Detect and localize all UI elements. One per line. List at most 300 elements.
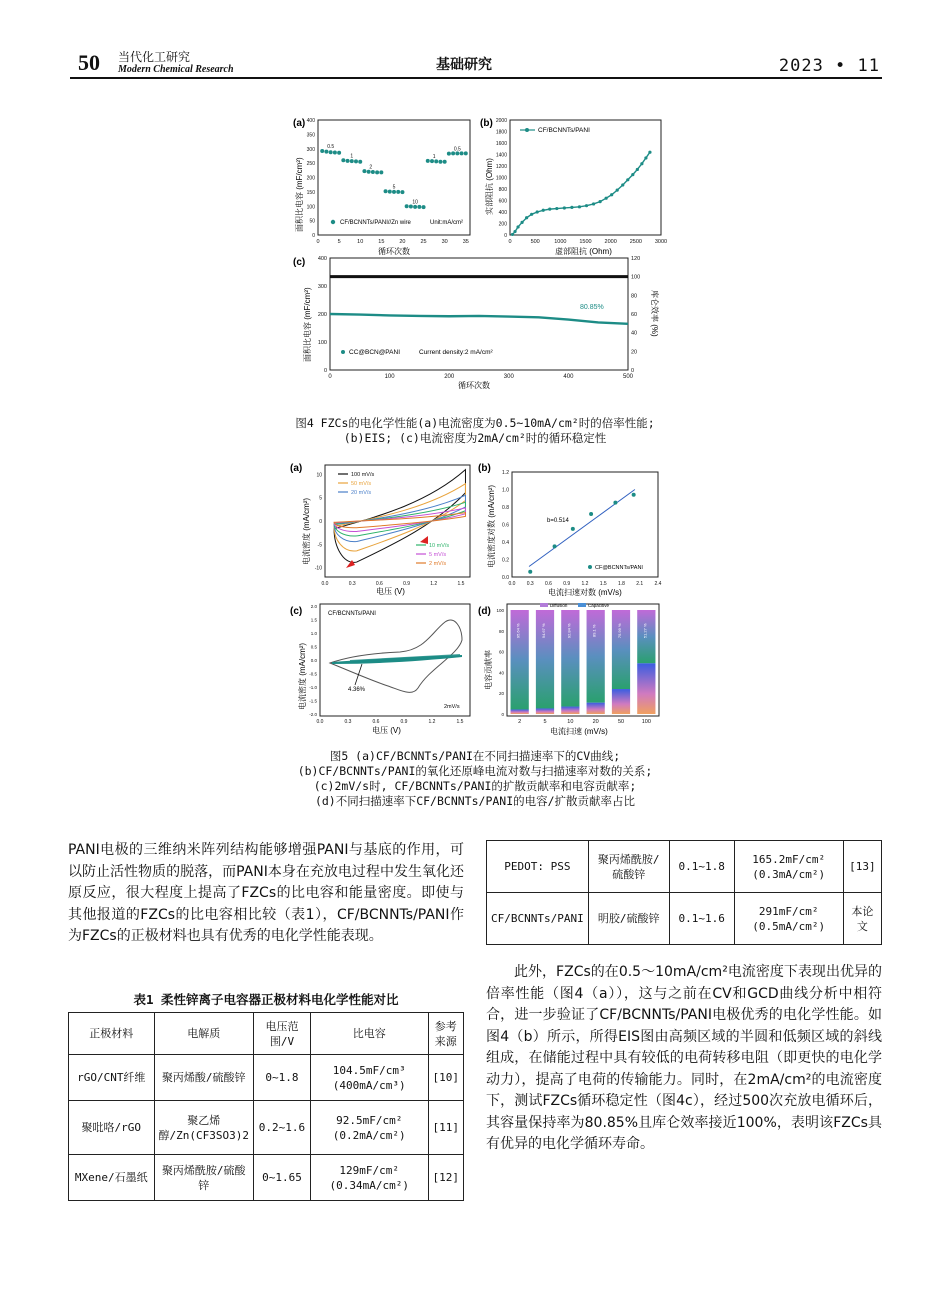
x-tick-label: 2500 xyxy=(629,239,642,245)
x-tick-label: 20 xyxy=(399,239,406,245)
table-row xyxy=(69,1055,464,1101)
rate-label: 1 xyxy=(432,153,436,160)
x-tick-label: 0.9 xyxy=(563,581,571,587)
data-point xyxy=(337,151,341,155)
y-tick-label: 0.6 xyxy=(502,522,509,529)
fig4-panel-c xyxy=(293,256,660,390)
table-cell: 明胶/硫酸锌 xyxy=(588,893,669,945)
panel-label: (b) xyxy=(480,118,493,129)
table-cell: 92.5mF/cm² (0.2mA/cm²) xyxy=(310,1101,428,1155)
x-tick-label: 2000 xyxy=(604,239,617,245)
legend-capacitive: Capacitive xyxy=(588,603,610,608)
y-tick-label: 0.0 xyxy=(502,575,509,581)
rate-label: 1 xyxy=(350,153,354,160)
x-tick-label: 3000 xyxy=(654,239,668,245)
data-point xyxy=(350,159,354,163)
data-point xyxy=(413,205,417,209)
y-tick-label: -1.0 xyxy=(309,685,317,690)
fit-line xyxy=(529,490,635,567)
capacitance-line xyxy=(330,314,628,324)
x-tick-label: 300 xyxy=(503,374,514,380)
section-title: 基础研究 xyxy=(436,57,492,73)
y-tick-label: 300 xyxy=(317,284,327,290)
table-1-continued xyxy=(486,840,882,945)
table-header: 比电容 xyxy=(310,1013,428,1055)
rate-label: 0.5 xyxy=(453,146,461,153)
panel-label: (b) xyxy=(478,463,491,474)
table-cell: PEDOT: PSS xyxy=(487,841,589,893)
y-tick-label: 2000 xyxy=(495,118,507,124)
y-tick-label: 150 xyxy=(306,189,315,196)
legend-marker xyxy=(331,220,335,224)
fig5-panel-a xyxy=(290,463,470,596)
bar-diffusion xyxy=(612,610,630,689)
data-point xyxy=(443,160,447,164)
y-tick-label: 20 xyxy=(498,691,504,697)
figure-4-caption xyxy=(0,416,950,446)
data-point xyxy=(536,210,539,213)
y-axis-label: 面积比电容 (mF/cm²) xyxy=(295,157,304,232)
x-tick-label: 0.6 xyxy=(375,581,383,587)
percent-label: 4.36% xyxy=(348,687,366,693)
table-cell: 291mF/cm² (0.5mA/cm²) xyxy=(734,893,843,945)
y-tick-label: 0 xyxy=(501,712,504,717)
data-point xyxy=(358,160,362,164)
data-point xyxy=(447,152,451,156)
eis-curve xyxy=(513,152,650,234)
bar-diffusion xyxy=(587,610,605,703)
table-row xyxy=(69,1101,464,1155)
y-axis-label: 电流密度 (mA/cm²) xyxy=(302,497,311,565)
table-row xyxy=(487,893,882,945)
legend-label: 10 mV/s xyxy=(429,543,450,549)
y-tick-label: 0 xyxy=(319,519,322,525)
bar-capacitive xyxy=(511,709,529,714)
table-cell: rGO/CNT纤维 xyxy=(69,1055,155,1101)
caption-line: 图4 FZCs的电化学性能(a)电流密度为0.5~10mA/cm²时的倍率性能; xyxy=(295,416,655,430)
bar-capacitive xyxy=(637,663,655,714)
table-cell: 聚乙烯醇/Zn(CF3SO3)2 xyxy=(154,1101,253,1155)
x-axis-label: 循环次数 xyxy=(378,247,410,256)
x-tick-label: 0 xyxy=(316,239,320,245)
y-axis-label: 实部阻抗 (Ohm) xyxy=(485,158,494,215)
x-tick-label: 1.5 xyxy=(457,581,465,587)
panel-label: (c) xyxy=(293,257,306,268)
y-tick-label: 1.2 xyxy=(502,470,509,476)
table-1 xyxy=(68,1012,464,1201)
table-header: 参考来源 xyxy=(428,1013,464,1055)
table-1-title: 表1 柔性锌离子电容器正极材料电化学性能对比 xyxy=(133,992,399,1007)
data-point xyxy=(631,173,634,176)
data-point xyxy=(384,189,388,193)
table-cell: 本论文 xyxy=(843,893,881,945)
rate-label: 2 xyxy=(369,164,373,171)
caption-line: (c)2mV/s时, CF/BCNNTs/PANI的扩散贡献率和电容贡献率; xyxy=(313,779,637,793)
panel-title: CF/BCNNTs/PANI xyxy=(328,611,376,617)
x-tick-label: 400 xyxy=(563,374,574,380)
y-tick-label: 400 xyxy=(317,256,327,262)
y-tick-label: 40 xyxy=(631,330,638,337)
table-cell: 0.1~1.8 xyxy=(669,841,734,893)
table-header: 电解质 xyxy=(154,1013,253,1055)
x-tick-label: 2 xyxy=(518,719,522,725)
data-point xyxy=(640,162,643,165)
fig5-panel-b xyxy=(478,463,662,597)
fig5-panel-d xyxy=(478,603,659,736)
legend-diffusion: Diffusion xyxy=(550,603,568,608)
data-point xyxy=(392,190,396,194)
y-tick-label: 400 xyxy=(498,210,507,216)
x-tick-label: 0.3 xyxy=(526,581,534,587)
legend-text: CC@BCN@PANI xyxy=(349,349,400,356)
y-tick-label: 100 xyxy=(317,340,327,346)
table-cell: 0.1~1.6 xyxy=(669,893,734,945)
data-point xyxy=(516,225,519,228)
caption-line: 图5 (a)CF/BCNNTs/PANI在不同扫描速率下的CV曲线; xyxy=(329,749,621,763)
y-axis-label: 电流密度对数 (mA/cm²) xyxy=(487,484,496,568)
data-point xyxy=(621,183,624,186)
y-tick-label: 1400 xyxy=(495,152,507,159)
y-tick-label: 250 xyxy=(306,161,315,168)
rate-label: 5 xyxy=(392,184,396,191)
x-tick-label: 0 xyxy=(328,374,332,380)
data-point xyxy=(528,570,532,574)
arrow-icon xyxy=(346,560,355,568)
table-cell: 0~1.8 xyxy=(254,1055,311,1101)
x-tick-label: 0 xyxy=(508,239,512,245)
y-tick-label: 200 xyxy=(498,221,507,228)
data-point xyxy=(513,230,516,233)
table-cell: 129mF/cm² (0.34mA/cm²) xyxy=(310,1155,428,1201)
y-tick-label: 5 xyxy=(319,495,322,502)
y-tick-label: -5 xyxy=(317,542,322,549)
data-point xyxy=(400,190,404,194)
data-point xyxy=(396,190,400,194)
legend-capacitive-swatch xyxy=(578,603,586,607)
x-tick-label: 1.5 xyxy=(456,719,464,725)
x-tick-label: 1000 xyxy=(554,239,567,245)
y-tick-label: 800 xyxy=(498,187,507,193)
data-point xyxy=(371,170,375,174)
data-point xyxy=(346,159,350,163)
table-row xyxy=(69,1155,464,1201)
data-point xyxy=(354,159,358,163)
data-point xyxy=(553,544,557,548)
x-tick-label: 0.0 xyxy=(508,581,516,587)
bar-value-label: 51.27 % xyxy=(642,623,648,639)
table-cell: 0.2~1.6 xyxy=(254,1101,311,1155)
table-header-row xyxy=(69,1013,464,1055)
y-tick-label: 300 xyxy=(306,146,315,153)
table-header: 正极材料 xyxy=(69,1013,155,1055)
data-point xyxy=(329,150,333,154)
y-tick-label: 0 xyxy=(323,368,327,374)
legend-marker xyxy=(525,128,529,132)
table-cell: [12] xyxy=(428,1155,464,1201)
plot-frame xyxy=(512,472,658,577)
data-point xyxy=(648,151,651,154)
data-point xyxy=(589,512,593,516)
x-tick-label: 200 xyxy=(444,374,455,380)
legend-label: 50 mV/s xyxy=(351,481,372,487)
x-tick-label: 35 xyxy=(462,239,469,245)
arrow-icon xyxy=(420,536,428,544)
data-point xyxy=(636,168,639,171)
data-point xyxy=(530,213,533,216)
x-tick-label: 30 xyxy=(441,239,448,245)
data-point xyxy=(613,501,617,505)
x-tick-label: 100 xyxy=(384,374,395,380)
legend-label: 2 mV/s xyxy=(429,561,447,567)
data-point xyxy=(563,206,566,209)
legend-label: 100 mV/s xyxy=(351,472,375,478)
table-cell: [13] xyxy=(843,841,881,893)
x-tick-label: 5 xyxy=(337,239,341,245)
y-tick-label: 200 xyxy=(317,312,327,318)
bar-value-label: 89.1 % xyxy=(591,624,597,638)
left-paragraph: PANI电极的三维纳米阵列结构能够增强PANI与基底的作用，可以防止活性物质的脱落，而PANI本身在充放电过程中发生氧化还原反应，很大程度上提高了FZCs的比电容和能量密度。即使与其他报道的FZCs的比电容相比较（表1），CF/BCNNTs/PANI作为FZCs的正极材料也具有优秀的电化学性能表现。 xyxy=(68,842,464,944)
legend-marker xyxy=(341,350,345,354)
data-point xyxy=(592,202,595,205)
x-tick-label: 0.3 xyxy=(344,719,352,725)
data-point xyxy=(375,170,379,174)
x-tick-label: 100 xyxy=(641,719,651,725)
y-tick-label: 350 xyxy=(306,132,315,139)
data-point xyxy=(422,205,426,209)
y-tick-label: 100 xyxy=(306,204,315,211)
y-tick-label: 200 xyxy=(306,175,315,182)
y-tick-label: 600 xyxy=(498,198,507,205)
y-tick-label: 2.0 xyxy=(310,604,317,609)
x-tick-label: 5 xyxy=(543,719,547,725)
y-tick-label: 80 xyxy=(631,293,638,300)
table-header: 电压范围/V xyxy=(254,1013,311,1055)
issue-date: 2023 • 11 xyxy=(778,56,880,76)
unit-note: Unit:mA/cm² xyxy=(430,220,463,226)
caption-line: (d)不同扫描速率下CF/BCNNTs/PANI的电容/扩散贡献率占比 xyxy=(314,794,636,808)
table-cell: 0~1.65 xyxy=(254,1155,311,1201)
plot-frame xyxy=(318,120,470,235)
legend-label: 20 mV/s xyxy=(351,490,372,496)
data-point xyxy=(320,149,324,153)
journal-name-en: Modern Chemical Research xyxy=(118,64,234,75)
data-point xyxy=(610,193,613,196)
legend-text: CF/BCNNTs/PANI xyxy=(538,127,590,134)
panel-label: (a) xyxy=(290,463,303,474)
legend-label: 5 mV/s xyxy=(429,552,447,558)
data-point xyxy=(438,160,442,164)
y-tick-label: 120 xyxy=(631,256,641,262)
data-point xyxy=(598,200,601,203)
y-tick-label: 60 xyxy=(631,312,638,318)
bar-capacitive xyxy=(561,707,579,714)
y-tick-label: 1200 xyxy=(495,164,507,170)
rate-label: 2mV/s xyxy=(444,704,460,710)
plot-frame xyxy=(510,120,661,235)
y-tick-label: 10 xyxy=(316,472,322,479)
x-tick-label: 0.0 xyxy=(321,581,329,587)
x-tick-label: 10 xyxy=(357,239,364,245)
y-axis-label: 电容贡献率 xyxy=(484,650,493,690)
y-tick-label: -1.5 xyxy=(309,698,317,704)
x-tick-label: 1.8 xyxy=(618,581,625,587)
right-paragraph: 此外，FZCs的在0.5～10mA/cm²电流密度下表现出优异的倍率性能（图4（a）），这与之前在CV和GCD曲线分析中相符合，进一步验证了CF/BCNNTs/PANI电极优秀的电化学性能。如图4（b）所示，所得EIS图由高频区域的半圆和低频区域的斜线组成，在储能过程中具有较低的电荷转移电阻（即更快的电化学动力），提高了电荷的传输能力。同时，在2mA/cm²的电流密度下，测试FZCs循环稳定性（图4c），经过500次充放电循环后，其容量保持率为80.85%且库仑效率接近100%，表明该FZCs具有优异的电化学循环寿命。 xyxy=(486,964,882,1152)
legend-text: CF/BCNNTs/PANI//Zn wire xyxy=(340,220,411,226)
y-tick-label: 1.5 xyxy=(310,617,317,623)
rate-label: 0.5 xyxy=(327,144,335,151)
table-cell: 聚吡咯/rGO xyxy=(69,1101,155,1155)
x-tick-label: 1.2 xyxy=(581,581,589,587)
panel-label: (d) xyxy=(478,606,491,617)
y-tick-label: 0.5 xyxy=(310,644,317,650)
x-tick-label: 1500 xyxy=(579,239,592,245)
data-point xyxy=(578,205,581,208)
table-cell: 165.2mF/cm² (0.3mA/cm²) xyxy=(734,841,843,893)
x-tick-label: 0.9 xyxy=(400,719,408,725)
x-tick-label: 1.2 xyxy=(430,581,438,587)
data-point xyxy=(571,527,575,531)
y-tick-label: 80 xyxy=(498,628,504,634)
b-value: b=0.514 xyxy=(547,518,569,524)
data-point xyxy=(626,178,629,181)
data-point xyxy=(632,493,636,497)
y-tick-label: 0.2 xyxy=(502,557,509,564)
x-tick-label: 500 xyxy=(622,374,634,380)
table-cell: 104.5mF/cm³ (400mA/cm³) xyxy=(310,1055,428,1101)
x-tick-label: 15 xyxy=(378,239,385,245)
y-tick-label: 40 xyxy=(498,670,504,676)
y-axis-label-right: 库仑效率 (%) xyxy=(650,290,659,337)
y-tick-label: 0.0 xyxy=(310,658,317,663)
x-tick-label: 25 xyxy=(420,239,427,245)
x-axis-label: 电流扫速 (mV/s) xyxy=(550,727,608,736)
bar-value-label: 94.67 % xyxy=(541,623,546,639)
data-point xyxy=(570,206,573,209)
figure-5 xyxy=(0,450,950,745)
data-point xyxy=(585,204,588,207)
x-tick-label: 20 xyxy=(592,719,599,725)
bar-value-label: 75.99 % xyxy=(617,623,622,639)
data-point xyxy=(362,169,366,173)
x-tick-label: 500 xyxy=(530,239,540,245)
data-point xyxy=(405,204,409,208)
table-cell: MXene/石墨纸 xyxy=(69,1155,155,1201)
x-tick-label: 50 xyxy=(617,719,625,725)
y-tick-label: 400 xyxy=(306,118,315,124)
x-tick-label: 0.6 xyxy=(372,719,380,725)
x-axis-label: 电压 (V) xyxy=(372,726,401,735)
x-tick-label: 1.2 xyxy=(428,719,436,725)
fig4-panel-a xyxy=(293,118,470,256)
retention-label: 80.85% xyxy=(580,304,604,311)
y-tick-label: 100 xyxy=(496,608,504,613)
fig5-panel-c xyxy=(290,604,470,735)
x-axis-label: 循环次数 xyxy=(458,381,490,390)
table-cell: CF/BCNNTs/PANI xyxy=(487,893,589,945)
rate-label: 10 xyxy=(412,199,418,206)
figure-4 xyxy=(0,0,950,420)
y-tick-label: 0 xyxy=(504,233,507,239)
table-cell: 聚丙烯酰胺/硫酸锌 xyxy=(154,1155,253,1201)
y-tick-label: 0.4 xyxy=(502,540,509,546)
data-point xyxy=(511,233,514,236)
y-tick-label: 0 xyxy=(312,233,315,239)
data-point xyxy=(434,159,438,163)
journal-name-cn: 当代化工研究 xyxy=(118,50,191,64)
table-cell: [10] xyxy=(428,1055,464,1101)
x-tick-label: 2.4 xyxy=(654,581,662,587)
data-point xyxy=(333,150,337,154)
data-point xyxy=(426,159,430,163)
data-point xyxy=(542,209,545,212)
y-tick-label: 1.0 xyxy=(502,487,509,494)
bar-value-label: 95.64 % xyxy=(515,623,521,639)
y-tick-label: 0 xyxy=(631,368,635,374)
x-tick-label: 1.5 xyxy=(599,581,607,587)
figure-5-caption xyxy=(0,749,950,809)
bar-capacitive xyxy=(536,708,554,714)
table-row xyxy=(487,841,882,893)
page-number: 50 xyxy=(78,50,100,75)
y-tick-label: -2.0 xyxy=(309,712,317,717)
x-tick-label: 0.3 xyxy=(348,581,356,587)
legend-text: CF@BCNNTs/PANI xyxy=(595,565,643,571)
y-tick-label: -0.5 xyxy=(309,671,317,677)
data-point xyxy=(644,156,647,159)
data-point xyxy=(379,170,383,174)
data-point xyxy=(417,205,421,209)
legend-diffusion-swatch xyxy=(540,603,548,607)
bar-value-label: 92.84 % xyxy=(566,623,572,639)
table-cell: 聚丙烯酸/硫酸锌 xyxy=(154,1055,253,1101)
y-tick-label: -10 xyxy=(314,565,322,572)
x-tick-label: 10 xyxy=(567,719,574,725)
y-tick-label: 60 xyxy=(498,649,504,655)
density-note: Current density:2 mA/cm² xyxy=(419,349,493,356)
data-point xyxy=(605,197,608,200)
data-point xyxy=(525,216,528,219)
data-point xyxy=(616,189,619,192)
y-tick-label: 20 xyxy=(631,349,638,356)
y-axis-label: 面积比电容 (mF/cm²) xyxy=(303,287,312,362)
data-point xyxy=(548,208,551,211)
y-tick-label: 1.0 xyxy=(310,631,317,636)
bar-capacitive xyxy=(612,689,630,714)
y-tick-label: 1800 xyxy=(495,129,507,136)
y-tick-label: 50 xyxy=(309,218,315,225)
caption-line: (b)CF/BCNNTs/PANI的氧化还原峰电流对数与扫描速率对数的关系; xyxy=(297,764,653,778)
bar-capacitive xyxy=(587,703,605,714)
data-point xyxy=(520,221,523,224)
y-tick-label: 100 xyxy=(631,274,641,281)
data-point xyxy=(341,158,345,162)
plot-frame xyxy=(507,604,659,716)
y-tick-label: 1000 xyxy=(495,175,507,182)
data-point xyxy=(464,151,468,155)
x-axis-label: 电压 (V) xyxy=(376,587,405,596)
x-tick-label: 2.1 xyxy=(636,581,644,587)
data-point xyxy=(388,190,392,194)
x-axis-label: 虚部阻抗 (Ohm) xyxy=(555,247,612,256)
panel-label: (c) xyxy=(290,606,303,617)
x-axis-label: 电流扫速对数 (mV/s) xyxy=(548,588,622,597)
table-cell: 聚丙烯酰胺/硫酸锌 xyxy=(588,841,669,893)
y-tick-label: 0.8 xyxy=(502,505,509,511)
data-point xyxy=(324,150,328,154)
fig4-panel-b xyxy=(480,118,667,256)
x-tick-label: 0.9 xyxy=(403,581,411,587)
legend-marker xyxy=(588,565,592,569)
